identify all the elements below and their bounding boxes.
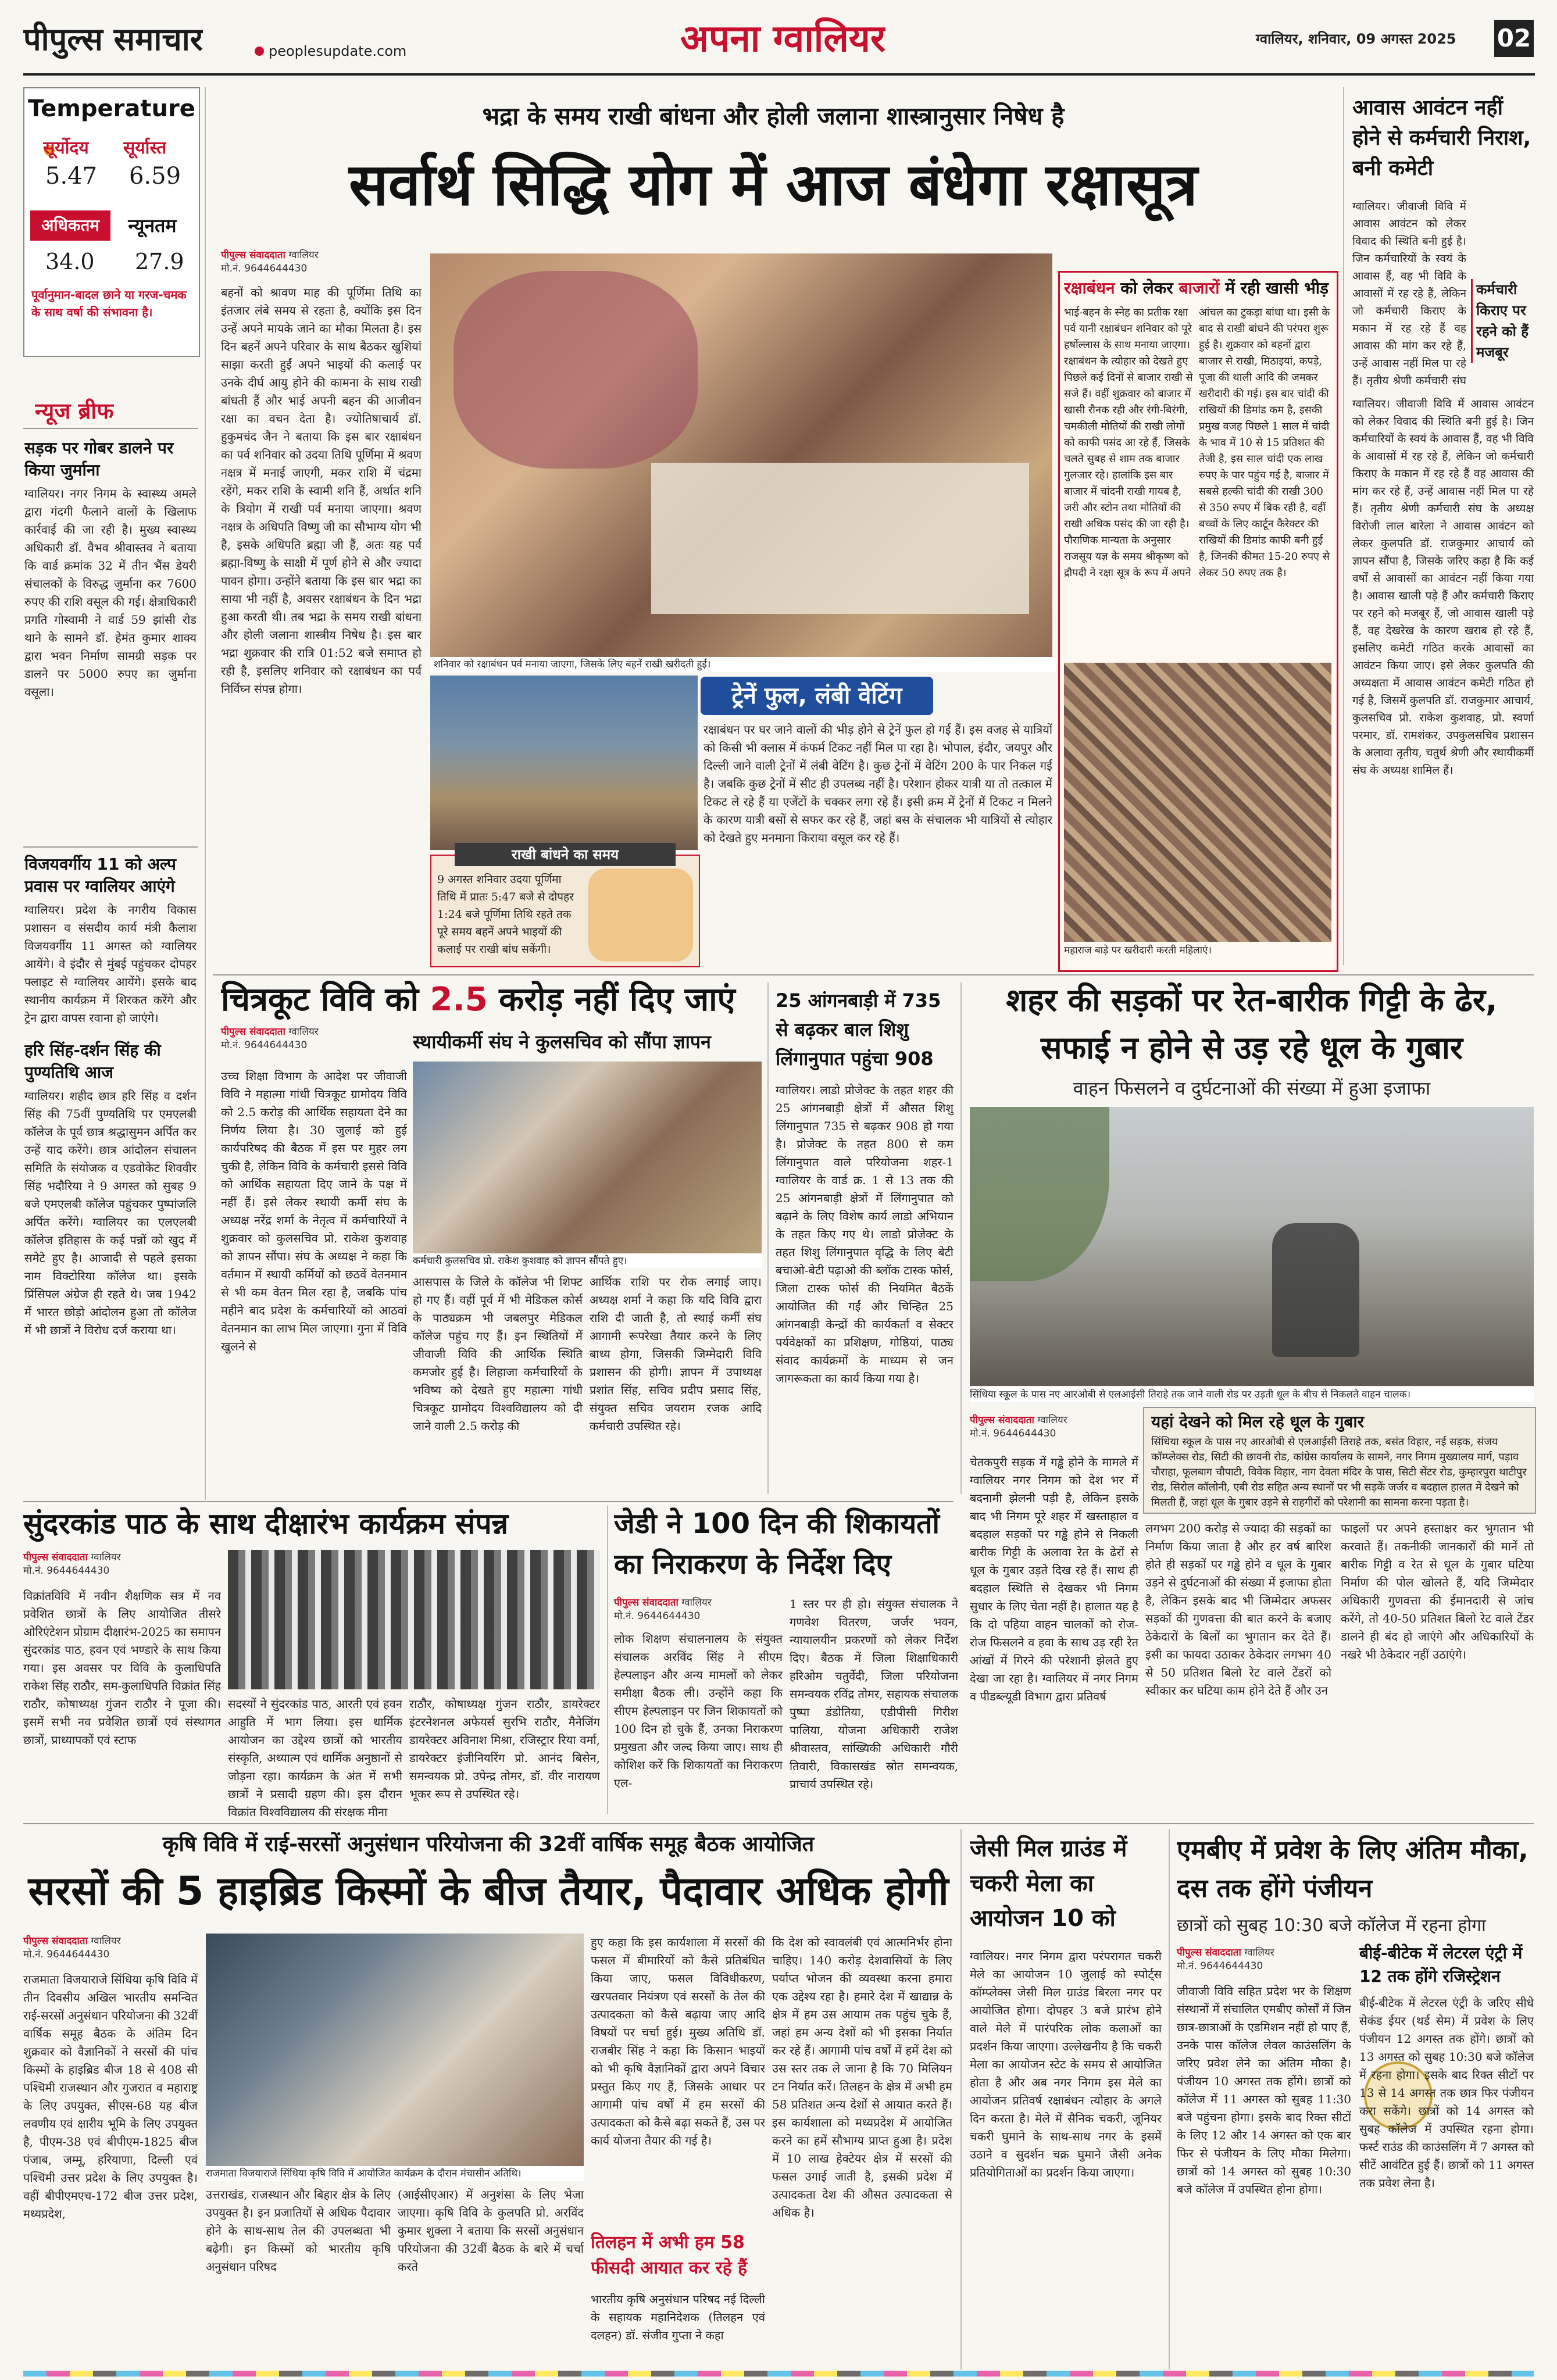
brief-1-headline: सड़क पर गोबर डालने पर किया जुर्माना bbox=[24, 438, 174, 480]
byline-mobile: मो.नं. 9644644430 bbox=[23, 1949, 110, 1960]
lower-band-rule bbox=[23, 1823, 1534, 1824]
market-title-b: को लेकर bbox=[1120, 278, 1173, 298]
byline-mobile: मो.नं. 9644644430 bbox=[970, 1428, 1056, 1439]
crowd-shape bbox=[453, 271, 698, 469]
rakhi-time-box bbox=[430, 846, 700, 967]
brief-rule bbox=[23, 428, 198, 429]
chitrakoot-col-2: आसपास के जिले के कॉलेज भी शिफ्ट हो गए हैं। वहीं पूर्व में भी मेडिकल कोर्स के पाठ्यक्रम भी जबलपुर मेडिकल कॉलेज पहुंच गए हैं। इन स्थितियों में जीवाजी विवि की आर्थिक स्थिति कमजोर हुई है। लिहाजा कर्मचारियों के भविष्य को देखते हुए महात्मा गांधी चित्रकूट ग्रामोदय विश्वविद्यालय को दी जाने वाली 2.5 करोड़ की bbox=[413, 1275, 583, 1433]
brief-2-body: ग्वालियर। प्रदेश के नगरीय विकास प्रशासन व संसदीय कार्य मंत्री कैलाश विजयवर्गीय 11 अगस्त को ग्वालियर आयेंगे। वे इंदौर से मुंबई पहुंचकर दोपहर फ्लाइट से ग्वालियर आयेंगे। इसके बाद स्थानीय कार्यक्रम में शिरकत करेंगे और ट्रेन द्वारा वापस रवाना हो जाएंगे। bbox=[24, 903, 197, 1025]
chitrakoot-headline-c: करोड़ नहीं दिए जाएं bbox=[499, 981, 735, 1019]
dhool-box bbox=[1143, 1407, 1536, 1514]
max-value: 34.0 bbox=[45, 249, 95, 274]
section-title: अपना ग्वालियर bbox=[680, 17, 886, 60]
byline-mobile: मो.नं. 9644644430 bbox=[1177, 1960, 1263, 1972]
market-title-d: में रही खासी भीड़ bbox=[1225, 278, 1329, 298]
jd-headline: जेडी ने 100 दिन की शिकायतों का निराकरण के निर्देश दिए bbox=[614, 1507, 940, 1581]
website-icon bbox=[255, 47, 264, 56]
chitrakoot-photo bbox=[413, 1062, 762, 1253]
jd-col-2: 1 स्तर पर ही हो। संयुक्त संचालक ने गणवेश वितरण, जर्जर भवन, न्यायालयीन प्रकरणों को लेकर निर्देश दिए। बैठक में जिला शिक्षाधिकारी हरिओम चतुर्वेदी, जिला परियोजना समन्वयक रविंद्र तोमर, सहायक संचालक पुष्पा डंडोतिया, एडीपीसी गिरीश पालिया, योजना अधिकारी राजेश श्रीवास्तव, सांख्यिकी अधिकारी गौरी तिवारी, विकासखंड स्रोत समन्वयक, प्राचार्य उपस्थित रहे। bbox=[790, 1597, 958, 1791]
page-number: 02 bbox=[1494, 20, 1534, 57]
right-column-rule bbox=[1343, 87, 1344, 965]
mba-headline: एमबीए में प्रवेश के लिए अंतिम मौका, दस तक होंगे पंजीयन bbox=[1177, 1835, 1529, 1903]
awas-headline: आवास आवंटन नहीं होने से कर्मचारी निराश, बनी कमेटी bbox=[1352, 96, 1531, 180]
brief-3-body: ग्वालियर। शहीद छात्र हरि सिंह व दर्शन सिंह की 75वीं पुण्यतिथि पर एमएलबी कॉलेज के पूर्व छात्र श्रद्धासुमन अर्पित कर उन्हें याद करेंगे। छात्र आंदोलन संचालन समिति के संयोजक व एडवोकेट शिववीर सिंह भदौरिया ने 9 अगस्त को सुबह 9 बजे एमएलबी कॉलेज पहुंचकर पुष्पांजलि अर्पित करेंगे। ग्वालियर का एलएलबी कॉलेज इतिहास के कई पन्नों को खुद में समेटे हुए है। आजादी से पहले इसका नाम विक्टोरिया कॉलेज था। इसके प्रिंसिपल अंग्रेज ही रहते थे। जब 1942 में भारत छोड़ो आंदोलन हुआ तो कॉलेज में भी छात्रों ने विरोध दर्ज कराया था। bbox=[24, 1089, 197, 1337]
color-bar bbox=[23, 2371, 1534, 2377]
sunderkand-col-3: राठौर, कोषाध्यक्ष गुंजन राठौर, डायरेक्टर इंटरनेशनल अफेयर्स सुरभि राठौर, मैनेजिंग डायरेक्टर अविनाश मिश्रा, रजिस्ट्रार रिया वर्मा, डायरेक्टर इंजीनियरिंग प्रो. आनंद बिसेन, समन्वयक प्रो. उपेन्द्र तोमर, डॉ. वीर नारायण भूकर रूप से उपस्थित रहे। bbox=[409, 1697, 600, 1801]
left-column-rule bbox=[205, 87, 206, 1500]
sunrise-label: सूर्योदय bbox=[43, 138, 89, 158]
awas-pull: कर्मचारी किराए पर रहने को हैं मजबूर bbox=[1471, 279, 1539, 363]
sunderkand-col-1: विक्रांतविवि में नवीन शैक्षणिक सत्र में नव प्रवेशित छात्रों के लिए आयोजित तीसरे ओरिएंटेशन प्रोग्राम दीक्षारंभ-2025 का समापन सुंदरकांड पाठ, हवन एवं भण्डारे के साथ किया गया। इस अवसर पर विवि के कुलाधिपति राकेश सिंह राठौर, सम-कुलाधिपति विक्रांत सिंह राठौर, कोषाध्यक्ष गुंजन राठौर ने पूजा की। इसमें सभी नव प्रवेशित छात्रों एवं संस्थागत छात्रों, प्राध्यापकों एवं स्टाफ bbox=[23, 1589, 221, 1747]
sunrise-value: 5.47 bbox=[45, 163, 98, 190]
mba-rule bbox=[1169, 1829, 1170, 2370]
sarson-pull: तिलहन में अभी हम 58 फीसदी आयात कर रहे हैं bbox=[591, 2232, 748, 2278]
chitrakoot-sub: स्थायीकर्मी संघ ने कुलसचिव को सौंपा ज्ञापन bbox=[413, 1031, 711, 1053]
sarson-col-3: (आईसीएआर) में अनुशंसा के लिए भेजा जाएगा। कृषि विवि के कुलपति प्रो. अरविंद कुमार शुक्ला ने बताया कि सरसों अनुसंधान परियोजना की 32वीं बैठक के बारे में चर्चा करते bbox=[398, 2188, 584, 2274]
chitrakoot-col-1: उच्च शिक्षा विभाग के आदेश पर जीवाजी विवि ने महात्मा गांधी चित्रकूट ग्रामोदय विवि को 2.5 करोड़ की आर्थिक सहायता देने का निर्णय लिया है। 30 जुलाई को हुई कार्यपरिषद की बैठक में इस पर मुहर लग चुकी है, लेकिन विवि के कर्मचारी इससे विवि को आर्थिक सहायता दिए जाने के पक्ष में नहीं हैं। इसे लेकर स्थायी कर्मी संघ के अध्यक्ष नरेंद्र शर्मा के नेतृत्व में कर्मचारियों ने शुक्रवार को कुलसचिव प्रो. राकेश कुशवाह को ज्ञापन सौंपा। संघ के अध्यक्ष ने कहा कि वर्तमान में स्थायी कर्मियों को छठवें वेतनमान से भी कम वेतन मिल रहा है, जबकि पांच महीने बाद प्रदेश के कर्मचारियों को आठवां वेतनमान का लाभ मिल जाएगा। गुना में विवि खुलने से bbox=[221, 1069, 407, 1353]
rakhi-illustration bbox=[588, 869, 693, 962]
mba-byline bbox=[1177, 1945, 1351, 1972]
lead-byline bbox=[221, 248, 419, 274]
dhool-box-body: सिंधिया स्कूल के पास नए आरओबी से एलआईसी तिराहे तक, बसंत विहार, नई सड़क, संजय कॉम्प्लेक्स रोड, सिटी की छावनी रोड, कांग्रेस कार्यालय के सामने, नगर निगम मुख्यालय मार्ग, पड़ाव चौराहा, फूलबाग चौपाटी, विवेक विहार, नाग देवता मंदिर के पास, सिटी सेंटर रोड, कुम्हारपुरा थाटीपुर रोड, सिरोल कॉलोनी, एबी रोड सहित अन्य स्थानों पर भी सड़कें जर्जर व बदहाल हालत में देखने को मिलती हैं, जहां धूल के गुबार उड़ने से राहगीरों को परेशानी का सामना करना पड़ता है। bbox=[1151, 1436, 1527, 1509]
linganupat-body: ग्वालियर। लाडो प्रोजेक्ट के तहत शहर की 25 आंगनबाड़ी क्षेत्रों में औसत शिशु लिंगानुपात 735 से बढ़कर 908 हो गया है। प्रोजेक्ट के तहत 800 से कम लिंगानुपात वाले परियोजना शहर-1 ग्वालियर के वार्ड क्र. 1 से 13 तक की 25 आंगनबाड़ी क्षेत्रों में लिंगानुपात को बढ़ाने के लिए विशेष कार्य लाडो अभियान के तहत किए गए थे। लाडो प्रोजेक्ट के तहत शिशु लिंगानुपात वृद्धि के लिए बेटी बचाओ-बेटी पढ़ाओ की ब्लॉक टास्क फोर्स, जिला टास्क फोर्स की नियमित बैठकें आयोजित की गईं और चिन्हित 25 आंगनबाड़ी केन्द्रों की कार्यकर्ता व सेक्टर पर्यवेक्षकों का प्रशिक्षण, गोष्ठियां, पाठ्य संवाद कार्यक्रमों के माध्यम से जन जागरूकता का कार्य किया गया है। bbox=[776, 1083, 954, 1385]
train-photo bbox=[430, 676, 698, 850]
byline-city: ग्वालियर bbox=[681, 1597, 712, 1609]
mba-body: जीवाजी विवि सहित प्रदेश भर के शिक्षण संस्थानों में संचालित एमबीए कोर्सों में जिन छात्र-छात्राओं के एडमिशन नहीं हो पाए हैं, उनके पास कॉलेज लेवल काउंसलिंग के जरिए प्रवेश लेने का अंतिम मौका है। पंजीयन 10 अगस्त तक होंगे। छात्रों को कॉलेज में 11 अगस्त को सुबह 11:30 बजे पहुंचना होगा। इसके बाद रिक्त सीटों के लिए 12 और 14 अगस्त को एक बार फिर से पंजीयन के लिए मौका मिलेगा। छात्रों को 14 अगस्त को सुबह 10:30 बजे कॉलेज में उपस्थित होना होगा। bbox=[1177, 1984, 1351, 2196]
raksha-photo bbox=[430, 253, 1052, 657]
chitrakoot-col-3: आर्थिक राशि पर रोक लगाई जाए। अध्यक्ष शर्मा ने कहा कि यदि विवि द्वारा राशि दी जाती है, तो स्थाई कर्मी संघ आगामी रूपरेखा तैयार करने के लिए बाध्य होगा, जिसकी जिम्मेदारी विवि प्रशासन की होगी। ज्ञापन में उपाध्यक्ष प्रशांत सिंह, सचिव प्रदीप प्रसाद सिंह, संयुक्त सचिव जयराम रजक आदि कर्मचारी उपस्थित रहे। bbox=[590, 1275, 762, 1433]
mba-sub: छात्रों को सुबह 10:30 बजे कॉलेज में रहना होगा bbox=[1177, 1916, 1486, 1936]
mela-headline: जेसी मिल ग्राउंड में चकरी मेला का आयोजन 10 को bbox=[970, 1835, 1127, 1932]
raksha-photo-caption: शनिवार को रक्षाबंधन पर्व मनाया जाएगा, जिसके लिए बहनें राखी खरीदती हुईं। bbox=[430, 657, 1056, 672]
byline-desk: पीपुल्स संवाददाता bbox=[23, 1935, 88, 1947]
sarson-kicker: कृषि विवि में राई-सरसों अनुसंधान परियोजना की 32वीं वार्षिक समूह बैठक आयोजित bbox=[162, 1832, 815, 1856]
top-band-rule bbox=[213, 974, 1534, 975]
market-title bbox=[1064, 277, 1331, 299]
sarson-col-4: हुए कहा कि इस कार्यशाला में सरसों की फसल में बीमारियों को कैसे प्रतिबंधित किया जाए, फसल विविधीकरण, खरपतवार नियंत्रण एवं सरसों के तेल की उत्पादकता को कैसे बढ़ाया जाए आदि विषयों पर चर्चा हुई। मुख्य अतिथि डॉ. राजबीर सिंह ने कहा कि किसान भाइयों को भी कृषि वैज्ञानिकों द्वारा अपने विचार प्रस्तुत किए गए हैं, जिसके आधार पर आगामी पांच वर्षों में हम सरसों की उत्पादकता को कैसे बढ़ा सकते हैं, उस पर कार्य योजना तैयार की गई है। bbox=[591, 1935, 765, 2147]
sarson-headline: सरसों की 5 हाइब्रिड किस्मों के बीज तैयार, पैदावार अधिक होगी bbox=[28, 1868, 949, 1914]
chitrakoot-headline-b: 2.5 bbox=[430, 981, 488, 1019]
jd-byline bbox=[614, 1595, 788, 1622]
brief-1-body: ग्वालियर। नगर निगम के स्वास्थ्य अमले द्वारा गंदगी फैलाने वालों के खिलाफ कार्रवाई की जा रही है। मुख्य स्वास्थ्य अधिकारी डॉ. वैभव श्रीवास्तव ने बताया कि वार्ड क्रमांक 32 में तीन भैंस डेयरी संचालकों के विरुद्ध जुर्माना कर 7600 रुपए की राशि वसूल की गई। क्षेत्राधिकारी प्रगति गोस्वामी ने वार्ड 59 झांसी रोड थाने के सामने डॉ. हेमंत कुमार शाक्य द्वारा भवन निर्माण सामग्री सड़क पर डालने पर 5000 रुपए का जुर्माना वसूला। bbox=[24, 487, 197, 699]
chitrakoot-headline-a: चित्रकूट विवि को bbox=[221, 981, 419, 1019]
mba-side-headline: बीई-बीटेक में लेटरल एंट्री में 12 तक होंगे रजिस्ट्रेशन bbox=[1359, 1943, 1523, 1986]
weather-title: Temperature bbox=[28, 95, 195, 122]
byline-city: ग्वालियर bbox=[91, 1552, 121, 1563]
dhool-headline: शहर की सड़कों पर रेत-बारीक गिट्टी के ढेर, सफाई न होने से उड़ रहे धूल के गुबार bbox=[1006, 982, 1498, 1066]
linganupat-headline: 25 आंगनबाड़ी में 735 से बढ़कर बाल शिशु लिंगानुपात पहुंचा 908 bbox=[776, 989, 941, 1070]
chitrakoot-photo-caption: कर्मचारी कुलसचिव प्रो. राकेश कुशवाह को ज्ञापन सौंपते हुए। bbox=[413, 1253, 762, 1268]
news-brief-label: न्यूज ब्रीफ bbox=[35, 398, 114, 424]
chitrakoot-headline bbox=[221, 977, 762, 1023]
market-col-1: भाई-बहन के स्नेह का प्रतीक रक्षा पर्व यानी रक्षाबंधन शनिवार को पूरे हर्षोल्लास के साथ मनाया जाएगा। रक्षाबंधन के त्योहार को देखते हुए पिछले कई दिनों से बाजार राखी से सजे हैं। वहीं शुक्रवार को बाजार में खासी रौनक रही और रंगी-बिरंगी, चमकीली मोतियों की राखी लोगों को काफी पसंद आ रहे हैं, जिसके चलते सुबह से शाम तक बाजार गुलजार रहे। हालांकि इस बार बाजार में चांदनी राखी गायब है, जरी और स्टोन तथा मोतियों की राखी अधिक पसंद की जा रही है। पौराणिक मान्यता के अनुसार राजसूय यज्ञ के समय श्रीकृष्ण को द्रौपदी ने रक्षा सूत्र के रूप में अपने bbox=[1064, 306, 1193, 579]
sunderkand-headline: सुंदरकांड पाठ के साथ दीक्षारंभ कार्यक्रम संपन्न bbox=[23, 1507, 509, 1541]
brief-rule-2 bbox=[23, 846, 198, 848]
rakhi-time-title: राखी बांधने का समय bbox=[455, 843, 676, 866]
byline-desk: पीपुल्स संवाददाता bbox=[221, 1026, 285, 1038]
sarson-photo-caption: राजमाता विजयाराजे सिंधिया कृषि विवि में आयोजित कार्यक्रम के दौरान मंचासीन अतिथि। bbox=[206, 2166, 584, 2181]
dhool-col-1: चेतकपुरी सड़क में गड्ढे होने के मामले में ग्वालियर नगर निगम को देश भर में बदनामी झेलनी पड़ी है, लेकिन इसके बाद भी निगम पूरे शहर में खस्ताहाल व बदहाल सड़कों पर गड्ढे होने से निकली बारीक गिट्टी के अलावा रेत के ढेरों से धूल के गुबार उड़ते दिख रहे हैं। साथ ही बदहाल स्थिति से देखकर भी निगम सुधार के लिए चेता नहीं है। हालात यह है कि दो पहिया वाहन चालकों को रोज-रोज फिसलने व हवा के साथ उड़ रही रेत आंखों में गिरने की परेशानी झेलते हुए देखा जा रहा है। ग्वालियर में नगर निगम व पीडब्ल्यूडी विभाग द्वारा प्रतिवर्ष bbox=[970, 1455, 1138, 1703]
dhool-box-title: यहां देखने को मिल रहे धूल के गुबार bbox=[1151, 1412, 1365, 1431]
byline-desk: पीपुल्स संवाददाता bbox=[614, 1597, 678, 1609]
jd-col-1: लोक शिक्षण संचालनालय के संयुक्त संचालक अरविंद सिंह ने सीएम हेल्पलाइन और अन्य मामलों को लेकर समीक्षा बैठक ली। उन्होंने कहा कि सीएम हेल्पलाइन पर जिन शिकायतों को 100 दिन हो चुके हैं, उनका निराकरण प्रमुखता और जल्द किया जाए। साथ ही कोशिश करें कि शिकायतों का निराकरण एल- bbox=[614, 1632, 783, 1790]
byline-city: ग्वालियर bbox=[288, 1026, 319, 1038]
byline-desk: पीपुल्स संवाददाता bbox=[1177, 1947, 1241, 1959]
rider-shape bbox=[1272, 1223, 1359, 1357]
forecast-text: पूर्वानुमान-बादल छाने या गरज-चमक के साथ वर्षा की संभावना है। bbox=[31, 288, 187, 319]
byline-mobile: मो.नं. 9644644430 bbox=[614, 1610, 701, 1622]
paper-name: पीपुल्स समाचार bbox=[23, 21, 203, 58]
sunset-label: सूर्यास्त bbox=[123, 138, 167, 158]
market-title-a: रक्षाबंधन bbox=[1064, 278, 1115, 298]
sunderkand-byline bbox=[23, 1550, 221, 1577]
byline-city: ग्वालियर bbox=[1244, 1947, 1274, 1959]
byline-desk: पीपुल्स संवाददाता bbox=[970, 1414, 1034, 1426]
awas-body-cont: ग्वालियर। जीवाजी विवि में आवास आवंटन को लेकर विवाद की स्थिति बनी हुई है। जिन कर्मचारियों के स्वयं के आवास हैं, वह भी विवि के आवासों में रह रहे हैं, लेकिन जो कर्मचारी किराए के मकान में रह रहे हैं वह आवास की मांग कर रहे हैं, उन्हें आवास नहीं मिल पा रहे हैं। तृतीय श्रेणी कर्मचारी संघ के अध्यक्ष विरोजी लाल बारेला ने आवास आवंटन को लेकर कुलपति डॉ. राजकुमार आचार्य को ज्ञापन सौंपा है, जिसके जरिए कहा है कि कई वर्षों से आवासों का आवंटन नहीं किया गया है। आवास खाली पड़े हैं और कर्मचारी किराए पर रहने को मजबूर हैं, जो आवास खाली पड़े हैं, वह देखरेख के कारण खराब हो रहे हैं, इसलिए कमेटी गठित करके आवासों का आवंटन किया जाए। इसे लेकर कुलपति की अध्यक्षता में आवास आवंटन कमेटी गठित हो गई है, जिसमें कुलपति डॉ. राजकुमार आचार्य, कुलसचिव प्रो. राकेश कुशवाह, प्रो. स्वर्णा परमार, डॉ. रामशंकर, उपकुलसचिव प्रशासन के अलावा तृतीय, चतुर्थ श्रेणी और स्थायीकर्मी संघ के अध्यक्ष शामिल हैं। bbox=[1352, 398, 1534, 777]
sunset-value: 6.59 bbox=[129, 163, 181, 190]
stall-shape bbox=[651, 463, 1029, 614]
dhool-sub: वाहन फिसलने व दुर्घटनाओं की संख्या में हुआ इजाफा bbox=[1073, 1077, 1431, 1099]
lead-kicker: भद्रा के समय राखी बांधना और होली जलाना शास्त्रानुसार निषेध है bbox=[482, 102, 1065, 130]
mba-side-body: बीई-बीटेक में लेटरल एंट्री के जरिए सीधे सेकंड ईयर (थर्ड सेम) में प्रवेश के लिए पंजीयन 12 अगस्त तक होंगे। छात्रों को 13 अगस्त को सुबह 10:30 बजे कॉलेज में रहना होगा। इसके बाद रिक्त सीटों पर 13 से 14 अगस्त तक छात्र फिर पंजीयन करा सकेंगे। छात्रों को 14 अगस्त को सुबह कॉलेज में उपस्थित रहना होगा। फर्स्ट राउंड की काउंसलिंग में 7 अगस्त को सीटें आवंटित हुई हैं। छात्रों को 11 अगस्त तक प्रवेश लेना है। bbox=[1359, 1996, 1534, 2190]
sunderkand-col-2: सदस्यों ने सुंदरकांड पाठ, आरती एवं हवन आहुति में भाग लिया। इस धार्मिक आयोजन का उद्देश्य छात्रों को भारतीय संस्कृति, अध्यात्म एवं धार्मिक अनुष्ठानों से जोड़ना रहा। कार्यक्रम के अंत में सभी छात्रों ने प्रसादी ग्रहण की। इस दौरान विक्रांत विश्वविद्यालय की संरक्षक मीना bbox=[228, 1697, 402, 1819]
byline-desk: पीपुल्स संवाददाता bbox=[23, 1552, 88, 1563]
awas-body: ग्वालियर। जीवाजी विवि में आवास आवंटन को लेकर विवाद की स्थिति बनी हुई है। जिन कर्मचारियों के स्वयं के आवास हैं, वह भी विवि के आवासों में रह रहे हैं, लेकिन जो कर्मचारी किराए के मकान में रह रहे हैं वह आवास की मांग कर रहे हैं, उन्हें आवास नहीं मिल पा रहे हैं। तृतीय श्रेणी कर्मचारी संघ bbox=[1352, 200, 1466, 387]
sarson-col-6: भारतीय कृषि अनुसंधान परिषद नई दिल्ली के सहायक महानिदेशक (तिलहन एवं दलहन) डॉ. संजीव गुप्ता ने कहा bbox=[591, 2292, 765, 2342]
byline-city: ग्वालियर bbox=[1037, 1414, 1067, 1426]
dhool-photo bbox=[970, 1107, 1534, 1386]
sarson-byline bbox=[23, 1934, 198, 1960]
masthead-rule bbox=[23, 73, 1535, 76]
byline-desk: पीपुल्स संवाददाता bbox=[221, 249, 285, 261]
dhool-rule bbox=[960, 982, 962, 1494]
lead-headline: सर्वार्थ सिद्धि योग में आज बंधेगा रक्षासूत्र bbox=[349, 151, 1198, 219]
market-title-c: बाजारों bbox=[1179, 278, 1220, 298]
train-body: रक्षाबंधन पर घर जाने वालों की भीड़ होने से ट्रेनें फुल हो गई हैं। इस वजह से यात्रियों को किसी भी क्लास में कंफर्म टिकट नहीं मिल पा रहा है। भोपाल, इंदौर, जयपुर और दिल्ली जाने वाली ट्रेनों में लंबी वेटिंग है। कुछ ट्रेनों में वेटिंग 200 के पार निकल गई है। जबकि कुछ ट्रेनों में सीट ही उपलब्ध नहीं है। परेशान होकर यात्री या तो तत्काल में टिकट ले रहे हैं या एजेंटों के चक्कर लगा रहे हैं। इसी क्रम में ट्रेनों में टिकट न मिलने के कारण यात्री बसों से सफर कर रहे हैं, जहां बस के संचालक भी यात्रियों से त्योहार को देखते हुए मनमाना किराया वसूल कर रहे हैं। bbox=[703, 723, 1052, 845]
jd-rule bbox=[607, 1506, 608, 1814]
mela-body: ग्वालियर। नगर निगम द्वारा परंपरागत चकरी मेले का आयोजन 10 जुलाई को स्पोर्ट्स कॉम्प्लेक्स जेसी मिल ग्राउंड बिरला नगर पर आयोजित होगा। दोपहर 3 बजे प्रारंभ होने वाले मेले में पारंपरिक लोक कलाओं का प्रदर्शन किया जाएगा। उल्लेखनीय है कि चकरी मेला का आयोजन स्टेट के समय से आयोजित होता है और अब नगर निगम इस मेले का आयोजन प्रतिवर्ष रक्षाबंधन त्योहार के अगले दिन करता है। मेले में सैनिक चकरी, जूनियर चकरी घुमाने के साथ-साथ नगर के इसमें उठाने व सुदर्शन चक्र घुमाने जैसी अनेक प्रतियोगिताओं का प्रदर्शन किया जाएगा। bbox=[970, 1949, 1162, 2179]
byline-mobile: मो.नं. 9644644430 bbox=[221, 1039, 308, 1051]
dhool-photo-caption: सिंधिया स्कूल के पास नए आरओबी से एलआईसी तिराहे तक जाने वाली रोड पर उड़ती धूल के बीच से निकलते वाहन चालक। bbox=[970, 1387, 1534, 1402]
market-photo bbox=[1064, 663, 1331, 942]
tree-shape bbox=[970, 1107, 1109, 1281]
dhool-byline bbox=[970, 1413, 1138, 1439]
dhool-col-2: लगभग 200 करोड़ से ज्यादा की सड़कों का निर्माण किया जाता है और हर वर्ष बारिश होते ही सड़कों पर गड्ढे होने व धूल के गुबार उड़ने से दुर्घटनाओं की संख्या में इजाफा होता है, लेकिन इसके बाद भी जिम्मेदार अफसर सड़कों की गुणवत्ता की बात करने के बजाए ठेकेदारों के बिलों का भुगतान कर देते हैं। इसी का फायदा उठाकर ठेकेदार लगभग 40 से 50 प्रतिशत बिलो रेट वाले टेंडरों को स्वीकार कर घटिया काम होने देते हैं और उन bbox=[1145, 1521, 1331, 1698]
website: peoplesupdate.com bbox=[269, 43, 407, 59]
max-label: अधिकतम bbox=[30, 210, 110, 241]
lead-body: बहनों को श्रावण माह की पूर्णिमा तिथि का इंतजार लंबे समय से रहता है, क्योंकि इस दिन उन्हें अपने मायके जाने का मौका मिलता है। इस दिन बहनें अपने परिवार के साथ बैठकर खुशियां साझा करती हुईं अपने भाइयों की कलाई पर उनके दीर्घ आयु होने की कामना के साथ राखी बांधती हैं और भाई अपनी बहन की आजीवन रक्षा का वचन देता है। ज्योतिषाचार्य डॉ. हुकुमचंद जैन ने बताया कि इस बार रक्षाबंधन का पर्व शनिवार को उदया तिथि पूर्णिमा में श्रवण नक्षत्र में मनाई जाएगी, मकर राशि में चंद्रमा रहेंगे, मकर राशि के स्वामी शनि हैं, अर्थात शनि के त्रियोग में राखी पर्व मनाया जाएगा। श्रवण नक्षत्र के अधिपति विष्णु जी का सौभाग्य योग भी है, इसके अधिपति ब्रह्मा जी हैं, अतः यह पर्व ब्रह्मा-विष्णु के साक्षी में पूर्ण होने से और ज्यादा पावन होगा। उन्होंने बताया कि इस बार भद्रा का साया भी नहीं है, अवसर रक्षाबंधन के दिन भद्रा हुआ करती थी। तब भद्रा के समय राखी बांधना और होली जलाना शास्त्रीय निषेध है। इस बार भद्रा शुक्रवार की रात्रि 01:52 बजे समाप्त हो रही है, इसलिए शनिवार को रक्षाबंधन का पर्व निर्विघ्न संपन्न होगा। bbox=[221, 285, 422, 696]
dhool-col-3: फाइलों पर अपने हस्ताक्षर कर भुगतान भी करवाते हैं। तकनीकी जानकारों की मानें तो बारीक गिट्टी व रेत से धूल के गुबार घटिया निर्माण की पोल खोलते हैं, यदि जिम्मेदार अधिकारी गुणवत्ता की ईमानदारी से जांच करेंगे, तो 40-50 प्रतिशत बिलो रेट वाले टेंडर डालने ही बंद हो जाएंगे और अधिकारियों के नखरे भी ठेकेदार नहीं उठाएंगे। bbox=[1341, 1521, 1534, 1661]
sarson-photo bbox=[206, 1934, 584, 2166]
market-col-2: आंचल का टुकड़ा बांधा था। इसी के बाद से राखी बांधने की परंपरा शुरू हुई है। शुक्रवार को बहनों द्वारा बाजार से राखी, मिठाइयां, कपड़े, पूजा की थाली आदि की जमकर खरीदारी की गई। इस बार चांदी की राखियों की डिमांड कम है, इसकी प्रमुख वजह पिछले 1 साल में चांदी के भाव में 10 से 15 प्रतिशत की तेजी है, इस साल चांदी एक लाख रुपए के पार पहुंच गई है, बाजार में सबसे हल्की चांदी की राखी 300 से 350 रुपए में बिक रही है, वहीं बच्चों के लिए कार्टून कैरेक्टर की राखियों की डिमांड काफी बनी हुई है, जिनकी कीमत 15-20 रुपए से लेकर 50 रुपए तक है। bbox=[1199, 306, 1330, 579]
min-value: 27.9 bbox=[135, 249, 184, 274]
byline-mobile: मो.नं. 9644644430 bbox=[23, 1565, 110, 1577]
weather-box bbox=[23, 87, 200, 357]
train-title: ट्रेनें फुल, लंबी वेटिंग bbox=[701, 677, 933, 715]
rakhi-time-body: 9 अगस्त शनिवार उदया पूर्णिमा तिथि में प्रातः 5:47 बजे से दोपहर 1:24 बजे पूर्णिमा तिथि रहते तक पूरे समय बहनें अपने भाइयों की कलाई पर राखी बांध सकेंगी। bbox=[437, 873, 574, 956]
byline-city: ग्वालियर bbox=[91, 1935, 121, 1947]
sarson-col-1: राजमाता विजयाराजे सिंधिया कृषि विवि में तीन दिवसीय अखिल भारतीय समन्वित राई-सरसों अनुसंधान परियोजना की 32वीं वार्षिक समूह बैठक के अंतिम दिन शुक्रवार को वैज्ञानिकों ने सरसों की पांच किस्मों के हाइब्रिड बीज 18 से 408 सी पश्चिमी राजस्थान और गुजरात व महाराष्ट्र के लिए उपयुक्त, सीएस-68 यह बीज लवणीय एवं क्षारीय भूमि के लिए उपयुक्त है, पीएम-38 एवं बीपीएम-1825 बीज पंजाब, जम्मू, हरियाणा, दिल्ली एवं पश्चिमी उत्तर प्रदेश के लिए उपयुक्त है। वहीं बीपीएमएच-172 बीज उत्तर प्रदेश, मध्यप्रदेश, bbox=[23, 1972, 198, 2221]
masthead bbox=[0, 0, 1557, 73]
mid-band-rule bbox=[23, 1501, 954, 1502]
linganupat-rule bbox=[767, 982, 769, 1494]
market-photo-caption: महाराज बाड़े पर खरीदारी करती महिलाएं। bbox=[1064, 943, 1331, 958]
min-label: न्यूनतम bbox=[128, 215, 177, 237]
brief-3-headline: हरि सिंह-दर्शन सिंह की पुण्यतिथि आज bbox=[24, 1041, 161, 1082]
sarson-col-2: उत्तराखंड, राजस्थान और बिहार क्षेत्र के लिए उपयुक्त है। इन प्रजातियों से अधिक पैदावार होने के साथ-साथ तेल की उपलब्धता भी बढ़ेगी। इन किस्मों को भारतीय कृषि अनुसंधान परिषद bbox=[206, 2188, 391, 2274]
sunderkand-photo bbox=[228, 1550, 600, 1689]
sarson-col-5: कि देश को स्वावलंबी एवं आत्मनिर्भर होना चाहिए। 140 करोड़ देशवासियों के लिए पर्याप्त भोजन की व्यवस्था करना हमारा एक उद्देश्य रहा है। हमारे देश में खाद्यान्न के क्षेत्र में हम उस आयाम तक पहुंच चुके हैं, जहां हम अन्य देशों को भी इसका निर्यात कर रहे हैं। आगामी पांच वर्षों में हमें देश को उस स्तर तक ले जाना है कि 70 मिलियन टन निर्यात करें। तिलहन के क्षेत्र में अभी हम 58 प्रतिशत अन्य देशों से आयात करते हैं। इस कार्यशाला को मध्यप्रदेश में आयोजित करने का हमें सौभाग्य प्राप्त हुआ है। प्रदेश में 10 लाख हेक्टेयर क्षेत्र में सरसों की फसल उगाई जाती है, इसकी प्रदेश में उत्पादकता देश की औसत उत्पादकता से अधिक है। bbox=[772, 1935, 952, 2220]
dateline: ग्वालियर, शनिवार, 09 अगस्त 2025 bbox=[1256, 31, 1456, 47]
mela-rule bbox=[960, 1829, 962, 2370]
brief-2-headline: विजयवर्गीय 11 को अल्प प्रवास पर ग्वालियर आएंगे bbox=[24, 855, 176, 896]
byline-mobile: मो.नं. 9644644430 bbox=[221, 263, 308, 274]
byline-city: ग्वालियर bbox=[288, 249, 319, 261]
chitrakoot-byline bbox=[221, 1024, 395, 1051]
